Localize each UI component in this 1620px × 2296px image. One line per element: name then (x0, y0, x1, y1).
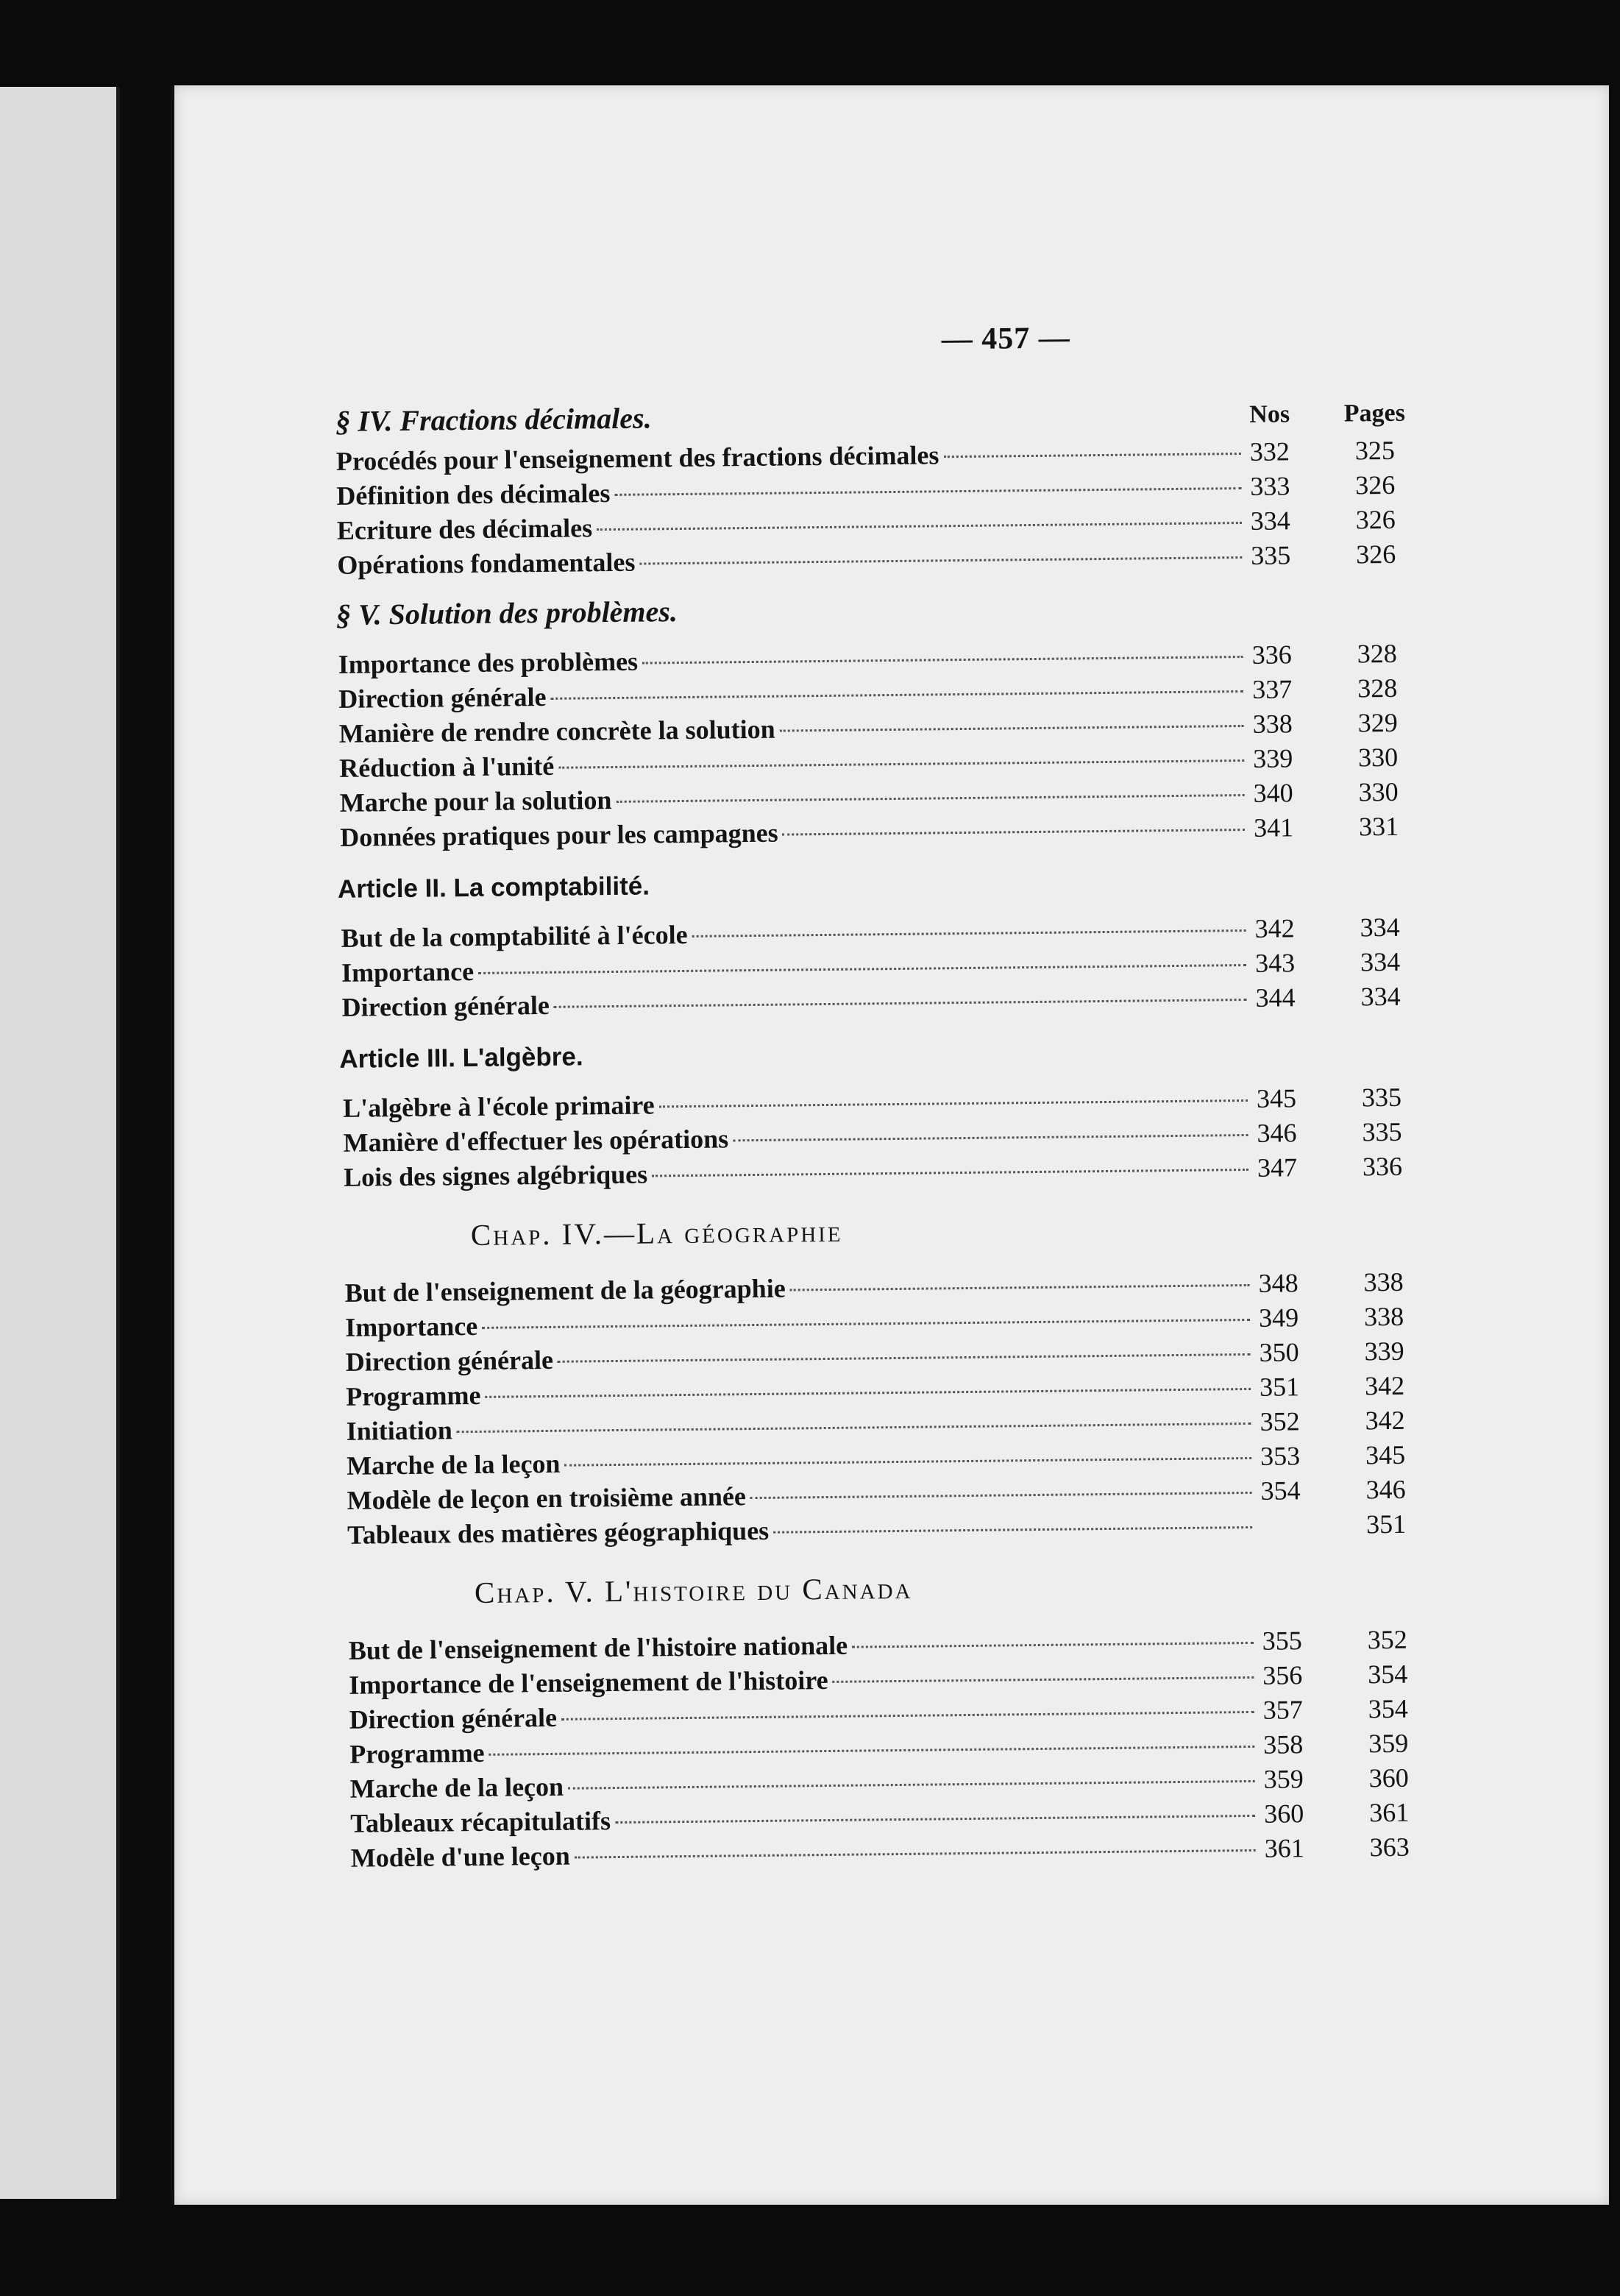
dot-leader (790, 1284, 1250, 1292)
entry-page: 345 (1365, 1439, 1406, 1470)
dot-leader (652, 1169, 1248, 1177)
entry-number: 347 (1257, 1152, 1298, 1183)
entry-number: 353 (1260, 1441, 1301, 1471)
dot-leader (551, 690, 1244, 700)
section-heading-row (330, 381, 1419, 438)
toc-block (330, 381, 1421, 582)
entry-label: Marche de la leçon (349, 1771, 564, 1804)
dot-leader (568, 1780, 1255, 1790)
dot-leader (639, 556, 1242, 565)
entry-number: 335 (1251, 540, 1291, 570)
column-header-pages: Pages (1343, 399, 1406, 428)
dot-leader (597, 522, 1242, 531)
entry-label: Manière de rendre concrète la solution (338, 714, 775, 748)
entry-label: Marche pour la solution (339, 785, 612, 818)
entry-label: But de la comptabilité à l'école (341, 919, 688, 953)
column-header-nos: Nos (1249, 400, 1290, 428)
toc-block (335, 857, 1425, 1024)
entry-label: Direction générale (345, 1344, 554, 1377)
entry-label: Direction générale (338, 681, 547, 714)
entry-label: Modèle de leçon en troisième année (347, 1481, 747, 1515)
entry-number: 333 (1250, 471, 1290, 501)
entry-number: 334 (1250, 506, 1291, 536)
entry-list (337, 1080, 1427, 1194)
entry-label: Opérations fondamentales (337, 547, 636, 580)
entry-label: Modèle d'une leçon (350, 1840, 570, 1873)
dot-leader (943, 453, 1240, 458)
dot-leader (558, 759, 1244, 769)
adjacent-page-edge (0, 87, 120, 2199)
entry-number: 339 (1252, 743, 1293, 773)
entry-number: 352 (1260, 1406, 1300, 1436)
entry-page: 331 (1358, 811, 1399, 842)
entry-label: Marche de la leçon (346, 1448, 561, 1481)
entry-label: Manière d'effectuer les opérations (343, 1124, 729, 1158)
entry-number: 338 (1252, 709, 1293, 739)
entry-label: Lois des signes algébriques (343, 1159, 648, 1192)
entry-label: Procédés pour l'enseignement des fractions décimales (335, 440, 939, 476)
entry-page: 334 (1360, 981, 1401, 1012)
entry-number: 345 (1256, 1083, 1297, 1113)
entry-number: 349 (1258, 1303, 1299, 1333)
dot-leader (554, 999, 1247, 1008)
table-of-contents (329, 317, 1434, 1876)
toc-block (338, 1201, 1431, 1552)
entry-number: 348 (1258, 1268, 1299, 1298)
entry-number: 342 (1254, 913, 1295, 943)
entry-page: 363 (1369, 1832, 1410, 1863)
dot-leader (780, 725, 1244, 732)
dot-leader (750, 1492, 1252, 1499)
entry-list (343, 1622, 1434, 1875)
entry-list (330, 433, 1421, 582)
article-title: Article III. L'algèbre. (339, 1042, 583, 1074)
dot-leader (489, 1746, 1255, 1756)
entry-label: Définition des décimales (336, 478, 611, 511)
article-title: Article II. La comptabilité. (337, 871, 650, 904)
entry-page: 361 (1368, 1797, 1410, 1828)
entry-number: 355 (1262, 1626, 1302, 1656)
dot-leader (733, 1134, 1248, 1141)
toc-block (332, 581, 1424, 854)
entry-label: Données pratiques pour les campagnes (340, 818, 778, 852)
entry-label: Tableaux des matières géographiques (347, 1515, 770, 1550)
entry-number: 343 (1254, 948, 1296, 978)
heading-title: § V. Solution des problèmes. (335, 595, 678, 631)
dot-leader (783, 829, 1246, 836)
entry-label: Direction générale (341, 990, 550, 1022)
entry-label: Importance (341, 956, 475, 988)
toc-blocks (330, 381, 1434, 1875)
entry-number: 356 (1262, 1660, 1303, 1690)
entry-label: But de l'enseignement de l'histoire nationale (348, 1630, 848, 1665)
entry-list (335, 910, 1424, 1024)
entry-page: 359 (1368, 1728, 1409, 1759)
entry-page: 352 (1367, 1624, 1407, 1655)
entry-number: 361 (1264, 1833, 1304, 1863)
entry-label: Programme (349, 1737, 485, 1769)
entry-label: But de l'enseignement de la géographie (344, 1273, 786, 1308)
dot-leader (482, 1319, 1250, 1329)
dot-leader (575, 1849, 1256, 1859)
entry-page: 342 (1364, 1370, 1405, 1401)
entry-page: 338 (1363, 1266, 1404, 1297)
entry-number: 340 (1253, 778, 1293, 808)
toc-block (342, 1559, 1434, 1875)
entry-number: 358 (1263, 1729, 1304, 1760)
entry-page: 339 (1364, 1336, 1404, 1367)
entry-list (338, 1264, 1430, 1552)
page-number: — 457 — (941, 321, 1070, 357)
dot-leader (564, 1457, 1251, 1467)
toc-block (336, 1027, 1427, 1194)
entry-page: 336 (1362, 1151, 1403, 1182)
entry-page: 329 (1357, 707, 1398, 738)
chapter-title: Chap. IV.—La géographie (470, 1213, 843, 1252)
dot-leader (615, 1815, 1255, 1824)
entry-page: 354 (1368, 1693, 1408, 1724)
entry-label: Importance des problèmes (338, 646, 639, 679)
dot-leader (485, 1388, 1251, 1398)
entry-page: 338 (1363, 1301, 1404, 1332)
entry-list (333, 636, 1424, 854)
dot-leader (852, 1642, 1254, 1648)
entry-page: 326 (1356, 539, 1396, 570)
entry-number: 351 (1259, 1372, 1300, 1402)
dot-leader (773, 1526, 1252, 1534)
entry-page: 330 (1358, 776, 1399, 807)
dot-leader (561, 1711, 1254, 1721)
entry-label: Importance (345, 1311, 478, 1342)
entry-number: 360 (1264, 1799, 1304, 1829)
book-page (171, 85, 1609, 2205)
dot-leader (478, 964, 1246, 974)
entry-page: 325 (1354, 435, 1396, 466)
dot-leader (457, 1422, 1251, 1433)
entry-number: 336 (1251, 639, 1292, 670)
dot-leader (614, 487, 1241, 496)
entry-page: 334 (1360, 912, 1400, 943)
entry-number: 332 (1249, 436, 1290, 467)
dot-leader (833, 1676, 1254, 1683)
entry-label: L'algèbre à l'école primaire (342, 1090, 655, 1123)
entry-number: 337 (1251, 674, 1293, 704)
entry-label: Ecriture des décimales (336, 513, 593, 545)
entry-page: 328 (1357, 638, 1397, 669)
entry-page: 334 (1360, 946, 1401, 977)
entry-number: 357 (1262, 1695, 1303, 1725)
dot-leader (642, 656, 1243, 665)
dot-leader (558, 1353, 1251, 1363)
entry-number: 350 (1259, 1337, 1299, 1367)
entry-page: 335 (1361, 1082, 1402, 1113)
entry-number: 346 (1257, 1118, 1297, 1148)
entry-page: 330 (1357, 742, 1399, 773)
entry-label: Direction générale (349, 1702, 558, 1735)
entry-label: Importance de l'enseignement de l'histoire (349, 1665, 828, 1700)
entry-page: 326 (1355, 470, 1396, 500)
entry-page: 360 (1368, 1762, 1409, 1793)
entry-number: 354 (1260, 1475, 1301, 1506)
entry-label: Initiation (346, 1415, 452, 1446)
entry-label: Tableaux récapitulatifs (350, 1806, 611, 1838)
entry-number: 359 (1263, 1764, 1304, 1794)
entry-page: 328 (1357, 673, 1398, 704)
entry-page: 346 (1365, 1474, 1406, 1505)
entry-page: 351 (1365, 1509, 1407, 1539)
dot-leader (659, 1099, 1248, 1108)
entry-page: 335 (1362, 1116, 1402, 1147)
entry-number: 341 (1253, 812, 1294, 843)
entry-page: 354 (1368, 1659, 1408, 1690)
dot-leader (692, 929, 1246, 938)
entry-number: 344 (1255, 982, 1296, 1013)
section-title: § IV. Fractions décimales. (335, 401, 652, 438)
chapter-title: Chap. V. L'histoire du Canada (474, 1570, 913, 1610)
dot-leader (616, 794, 1244, 803)
entry-label: Programme (345, 1380, 481, 1411)
entry-page: 326 (1355, 504, 1396, 535)
entry-page: 342 (1365, 1405, 1405, 1436)
entry-label: Réduction à l'unité (339, 751, 555, 783)
